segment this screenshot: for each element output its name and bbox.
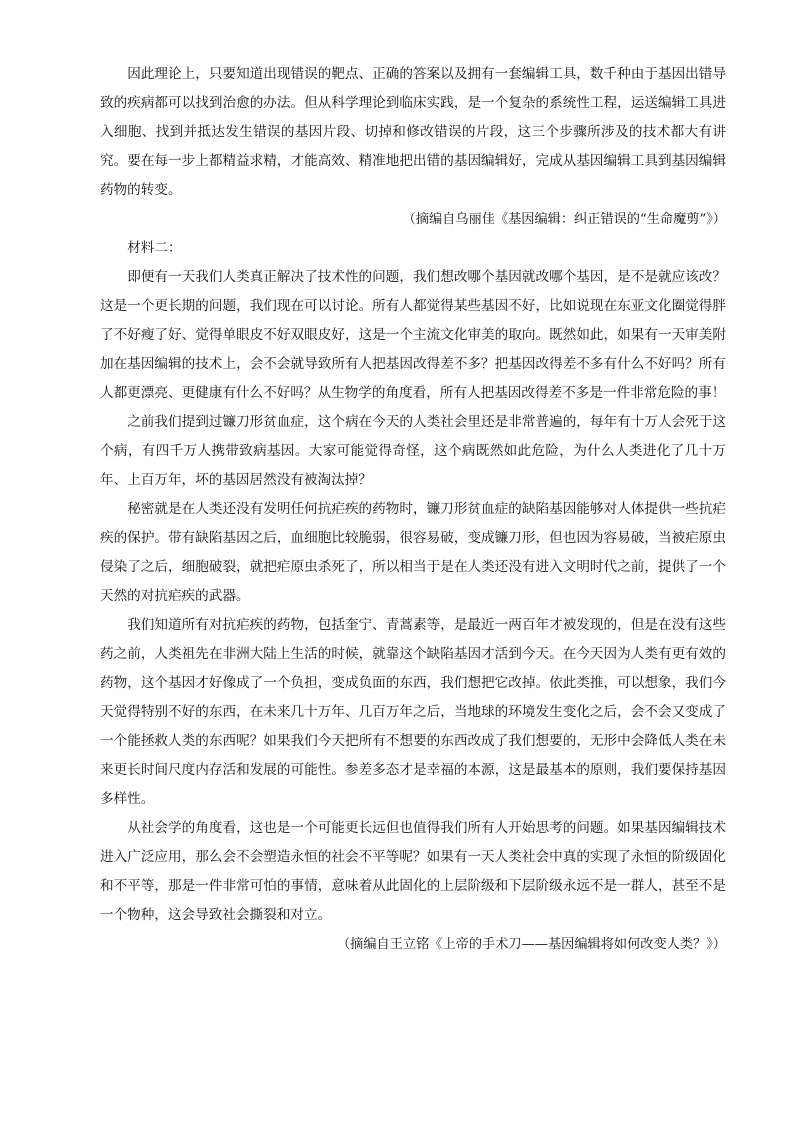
paragraph-2: 即便有一天我们人类真正解决了技术性的问题，我们想改哪个基因就改哪个基因，是不是就应该改？这是一个更长期的问题，我们现在可以讨论。所有人都觉得某些基因不好，比如说现在东亚文化圈觉得胖了不好瘦了好、觉得单眼皮不好双眼皮好，这是一个主流文化审美的取向。既然如此，如果有一天审美附加在基因编辑的技术上，会不会就导致所有人把基因改得差不多？把基因改得差不多有什么不好吗？所有人都更漂亮、更健康有什么不好吗？从生物学的角度看，所有人把基因改得差不多是一件非常危险的事！ bbox=[100, 269, 726, 401]
paragraph-4: 秘密就是在人类还没有发明任何抗疟疾的药物时，镰刀形贫血症的缺陷基因能够对人体提供一些抗疟疾的保护。带有缺陷基因之后，血细胞比较脆弱，很容易破，变成镰刀形，但也因为容易破，当被疟原虫侵染了之后，细胞破裂，就把疟原虫杀死了，所以相当于是在人类还没有进入文明时代之前，提供了一个天然的对抗疟疾的武器。 bbox=[100, 501, 726, 604]
source-citation-1: （摘编自乌丽佳《基因编辑：纠正错误的“生命魔剪”》） bbox=[402, 212, 726, 227]
document-page bbox=[100, 60, 726, 959]
paragraph-5: 我们知道所有对抗疟疾的药物，包括奎宁、青蒿素等，是最近一两百年才被发现的，但是在没有这些药之前，人类祖先在非洲大陆上生活的时候，就靠这个缺陷基因才活到今天。在今天因为人类有更有效的药物，这个基因才好像成了一个负担，变成负面的东西，我们想把它改掉。依此类推，可以想象，我们今天觉得特别不好的东西，在未来几十万年、几百万年之后，当地球的环境发生变化之后，会不会又变成了一个能拯救人类的东西呢？如果我们今天把所有不想要的东西改成了我们想要的，无形中会降低人类在未来更长时间尺度内存活和发展的可能性。参差多态才是幸福的本源，这是最基本的原则，我们要保持基因多样性。 bbox=[100, 617, 726, 807]
paragraph-1: 因此理论上，只要知道出现错误的靶点、正确的答案以及拥有一套编辑工具，数千种由于基因出错导致的疾病都可以找到治愈的办法。但从科学理论到临床实践，是一个复杂的系统性工程，运送编辑工具进入细胞、找到并抵达发生错误的基因片段、切掉和修改错误的片段，这三个步骤所涉及的技术都大有讲究。要在每一步上都精益求精，才能高效、精准地把出错的基因编辑好，完成从基因编辑工具到基因编辑药物的转变。 bbox=[100, 66, 726, 198]
paragraph-6: 从社会学的角度看，这也是一个可能更长远但也值得我们所有人开始思考的问题。如果基因编辑技术进入广泛应用，那么会不会塑造永恒的社会不平等呢？如果有一天人类社会中真的实现了永恒的阶级固化和不平等，那是一件非常可怕的事情，意味着从此固化的上层阶级和下层阶级永远不是一群人，甚至不是一个物种，这会导致社会撕裂和对立。 bbox=[100, 820, 726, 923]
paragraph-3: 之前我们提到过镰刀形贫血症，这个病在今天的人类社会里还是非常普遍的，每年有十万人会死于这个病，有四千万人携带致病基因。大家可能觉得奇怪，这个病既然如此危险，为什么人类进化了几十万年、上百万年，坏的基因居然没有被淘汰掉？ bbox=[100, 414, 726, 488]
material-2-label: 材料二： bbox=[127, 240, 182, 256]
source-citation-2: （摘编自王立铭《上帝的手术刀——基因编辑将如何改变人类？》） bbox=[336, 937, 726, 952]
